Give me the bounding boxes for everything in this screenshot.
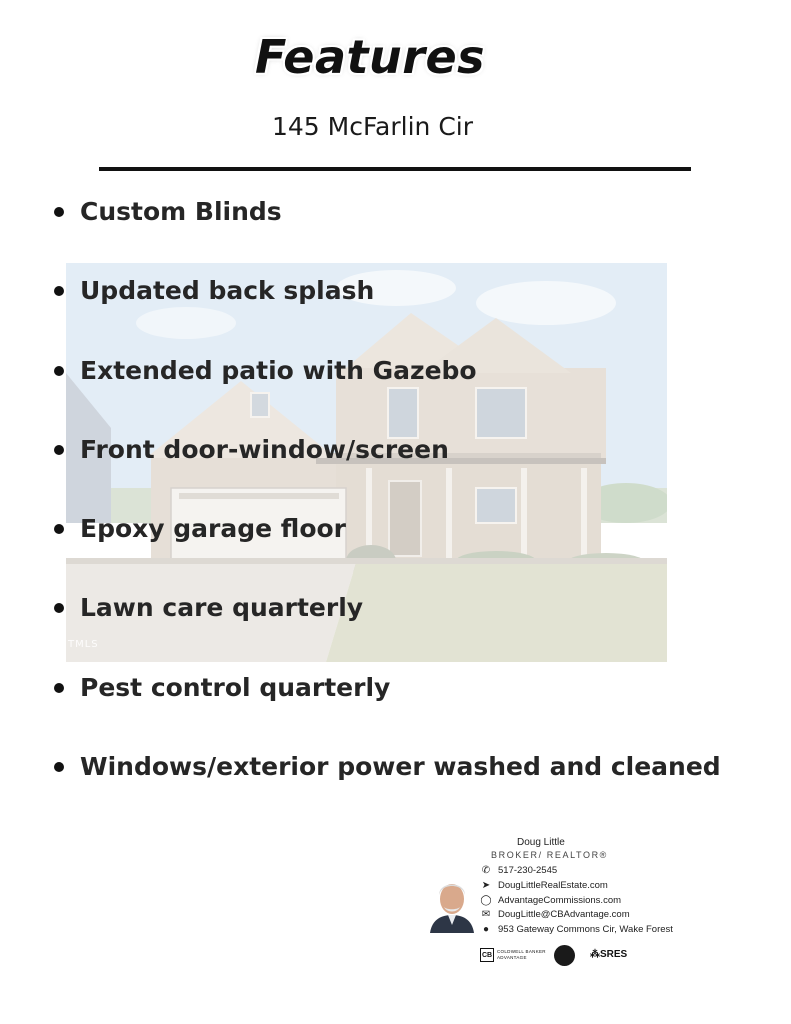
brokerage-line-2: ADVANTAGE bbox=[497, 955, 527, 960]
photo-watermark: TMLS bbox=[68, 639, 99, 650]
feature-text: Lawn care quarterly bbox=[80, 593, 364, 623]
feature-text: Windows/exterior power washed and cleaned bbox=[80, 752, 721, 782]
feature-item bbox=[52, 586, 721, 665]
bullet-icon bbox=[54, 762, 64, 772]
feature-item bbox=[52, 269, 721, 348]
logos-row bbox=[480, 945, 700, 967]
brokerage-line-1: COLDWELL BANKER bbox=[497, 949, 546, 954]
bullet-icon bbox=[54, 366, 64, 376]
agent-phone[interactable] bbox=[480, 864, 557, 878]
feature-item bbox=[52, 666, 721, 745]
agent-email[interactable] bbox=[480, 908, 630, 922]
mail-icon: ✉ bbox=[481, 909, 491, 920]
feature-text: Custom Blinds bbox=[80, 197, 282, 226]
agent-name: Doug Little bbox=[517, 837, 565, 848]
brokerage-logo bbox=[480, 948, 546, 962]
agent-card bbox=[428, 835, 708, 975]
features-list bbox=[52, 190, 721, 824]
agent-website[interactable] bbox=[480, 879, 608, 893]
globe-icon: ◯ bbox=[480, 895, 492, 906]
agent-address-text: 953 Gateway Commons Cir, Wake Forest bbox=[498, 924, 673, 935]
feature-text: Epoxy garage floor bbox=[80, 514, 347, 544]
feature-item bbox=[52, 507, 721, 586]
sres-logo bbox=[590, 949, 627, 960]
cursor-icon: ➤ bbox=[481, 880, 491, 891]
bullet-icon bbox=[54, 286, 64, 296]
sres-text: SRES bbox=[600, 949, 628, 960]
brokerage-monogram: CB bbox=[480, 948, 494, 962]
feature-item bbox=[52, 428, 721, 507]
agent-email-text: DougLittle@CBAdvantage.com bbox=[498, 909, 630, 920]
award-seal-icon bbox=[554, 945, 575, 966]
location-pin-icon: ● bbox=[482, 924, 490, 935]
bullet-icon bbox=[54, 683, 64, 693]
sres-icon: ⁂ bbox=[590, 949, 600, 960]
agent-website-2[interactable] bbox=[480, 894, 621, 908]
bullet-icon bbox=[54, 445, 64, 455]
feature-text: Pest control quarterly bbox=[80, 672, 391, 702]
feature-item bbox=[52, 745, 721, 824]
divider bbox=[99, 167, 691, 171]
page-title: Features bbox=[254, 30, 486, 84]
property-address: 145 McFarlin Cir bbox=[271, 112, 474, 141]
bullet-icon bbox=[54, 603, 64, 613]
brokerage-logo-text bbox=[497, 949, 546, 961]
feature-text: Updated back splash bbox=[80, 276, 375, 306]
agent-website-2-text: AdvantageCommissions.com bbox=[498, 895, 622, 906]
agent-phone-text: 517-230-2545 bbox=[498, 865, 558, 876]
feature-item bbox=[52, 190, 721, 269]
agent-title: BROKER/ REALTOR® bbox=[491, 850, 608, 860]
bullet-icon bbox=[54, 207, 64, 217]
feature-text: Extended patio with Gazebo bbox=[80, 355, 477, 385]
feature-item bbox=[52, 349, 721, 428]
agent-office-address bbox=[480, 923, 673, 937]
phone-icon: ✆ bbox=[481, 865, 491, 876]
feature-text: Front door-window/screen bbox=[80, 434, 449, 464]
agent-website-text: DougLittleRealEstate.com bbox=[498, 880, 608, 891]
bullet-icon bbox=[54, 524, 64, 534]
agent-headshot bbox=[428, 875, 476, 933]
